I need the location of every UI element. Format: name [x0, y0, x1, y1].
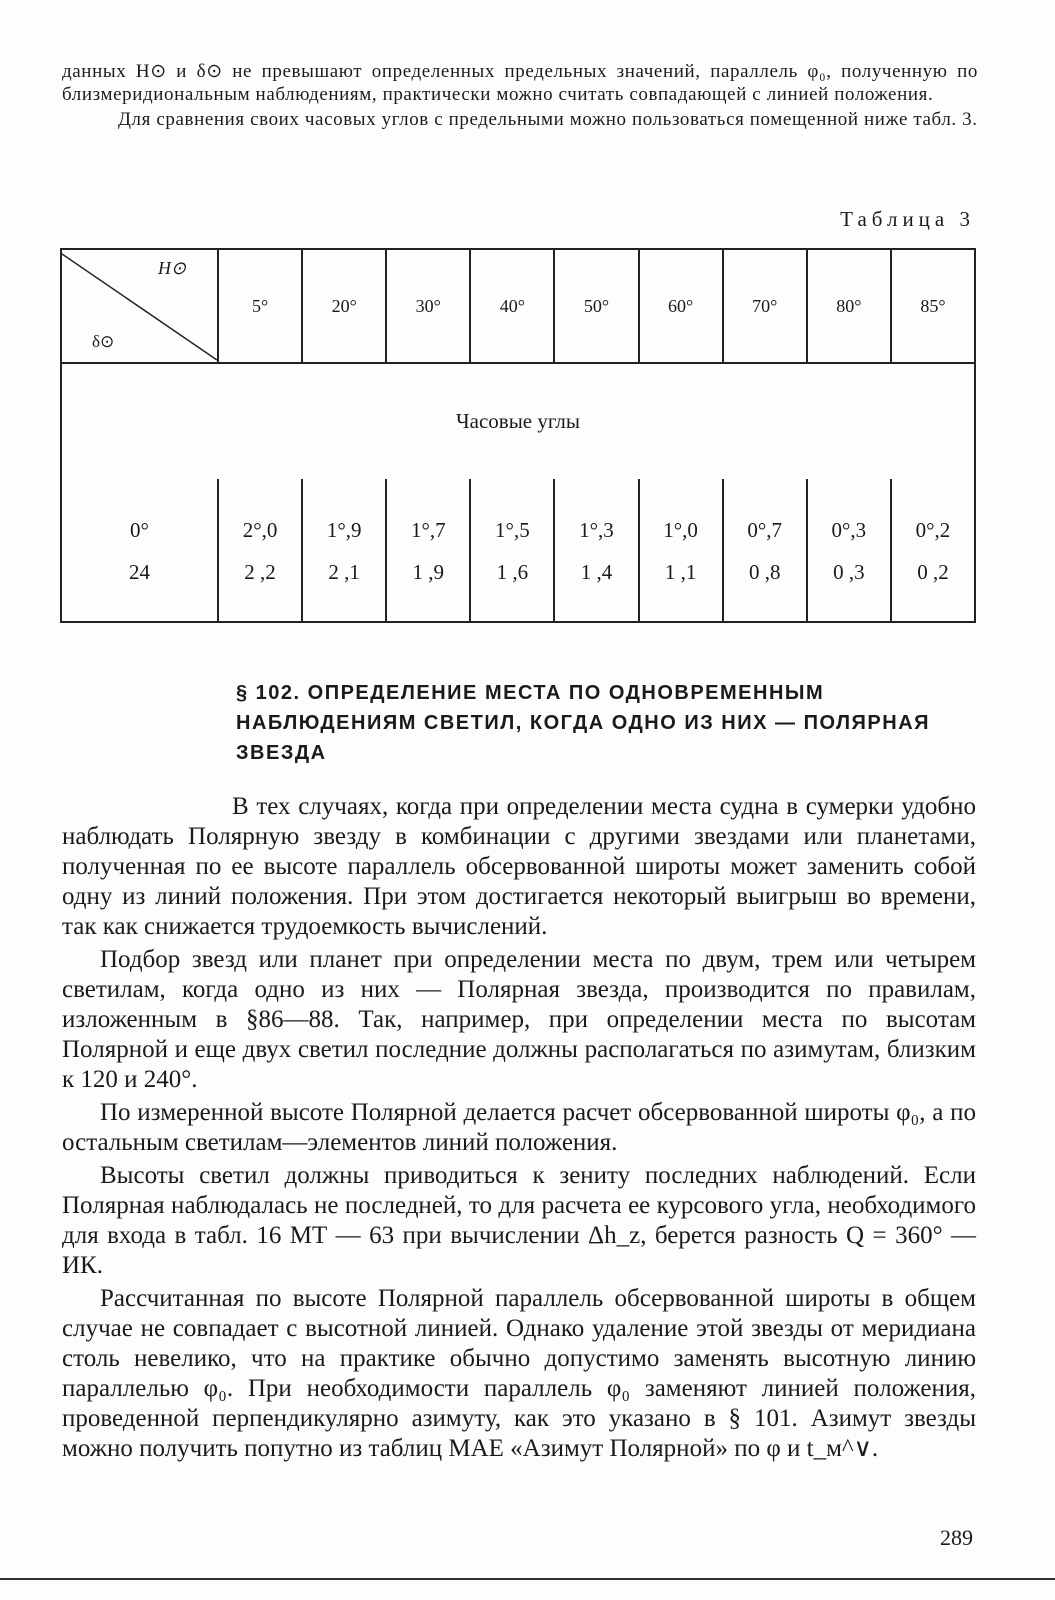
column-header: 50°: [554, 249, 638, 363]
column-header: 20°: [302, 249, 386, 363]
table-caption: Таблица 3: [840, 207, 975, 231]
table-cell: 0 ,8: [723, 551, 807, 622]
table-header-row: [61, 249, 975, 363]
table-cell: 1 ,9: [386, 551, 470, 622]
body-paragraph: Высоты светил должны приводиться к зениту последних наблюдений. Если Полярная наблюдалась не последней, то для расчета ее курсового угла, необходимого для входа в табл. 16 МТ — 63 при вычислении Δh_z, берется разность Q = 360° — ИК.: [62, 1162, 976, 1279]
table-cell: 2 ,1: [302, 551, 386, 622]
intro-paragraph: Для сравнения своих часовых углов с предельными можно пользоваться помещенной ниже табл. 3.: [118, 109, 978, 130]
table-cell: 1°,0: [639, 479, 723, 551]
row-label: 0°: [61, 479, 218, 551]
table-cell: 1°,9: [302, 479, 386, 551]
table-subtitle-row: [61, 363, 975, 479]
table-cell: 1 ,1: [639, 551, 723, 622]
table-cell: 1°,5: [470, 479, 554, 551]
table-cell: 0°,2: [891, 479, 975, 551]
table-cell: 1 ,4: [554, 551, 638, 622]
column-header: 5°: [218, 249, 302, 363]
table-subtitle: Часовые углы: [61, 363, 975, 479]
corner-label-top: H⊙: [158, 258, 187, 278]
table-cell: 1°,3: [554, 479, 638, 551]
table-cell: 1°,7: [386, 479, 470, 551]
intro-paragraph: данных H⊙ и δ⊙ не превышают определенных предельных значений, параллель φ₀, полученную по близмеридиональным наблюдениям, практически можно считать совпадающей с линией положения.: [62, 61, 978, 105]
table-row: [61, 479, 975, 551]
column-header: 70°: [723, 249, 807, 363]
table-cell: 0 ,3: [807, 551, 891, 622]
column-header: 40°: [470, 249, 554, 363]
limits-table: [60, 248, 976, 623]
column-header: 30°: [386, 249, 470, 363]
corner-cell: [61, 249, 218, 363]
corner-label-bottom: δ⊙: [92, 332, 115, 351]
table-cell: 2 ,2: [218, 551, 302, 622]
body-paragraph: По измеренной высоте Полярной делается расчет обсервованной широты φ₀, а по остальным светилам—элементов линий положения.: [62, 1099, 976, 1156]
table-cell: 0°,7: [723, 479, 807, 551]
column-header: 85°: [891, 249, 975, 363]
bottom-rule: [0, 1578, 1055, 1580]
row-label: 24: [61, 551, 218, 622]
column-header: 60°: [639, 249, 723, 363]
table-cell: 2°,0: [218, 479, 302, 551]
body-text: [62, 792, 976, 1467]
intro-text: [62, 60, 978, 131]
body-paragraph: Рассчитанная по высоте Полярной параллель обсервованной широты в общем случае не совпадает с высотной линией. Однако удаление этой звезды от меридиана столь невелико, что на практике обычно допустимо заменять высотную линию параллелью φ₀. При необходимости параллель φ₀ заменяют линией положения, проведенной перпендикулярно азимуту, как это указано в § 101. Азимут звезды можно получить попутно из таблиц МАЕ «Азимут Полярной» по φ и t_м^∨.: [62, 1285, 976, 1462]
corner-diagonal: [62, 250, 217, 362]
column-header: 80°: [807, 249, 891, 363]
body-paragraph: В тех случаях, когда при определении места судна в сумерки удобно наблюдать Полярную звезду в комбинации с другими звездами или планетами, полученная по ее высоте параллель обсервованной широты может заменить собой одну из линий положения. При этом достигается некоторый выигрыш во времени, так как снижается трудоемкость вычислений.: [62, 793, 976, 940]
table-cell: 0 ,2: [891, 551, 975, 622]
table-cell: 0°,3: [807, 479, 891, 551]
section-heading: § 102. ОПРЕДЕЛЕНИЕ МЕСТА ПО ОДНОВРЕМЕННЫМ НАБЛЮДЕНИЯМ СВЕТИЛ, КОГДА ОДНО ИЗ НИХ — ПОЛЯРНАЯ ЗВЕЗДА: [236, 682, 931, 764]
body-paragraph: Подбор звезд или планет при определении места по двум, трем или четырем светилам, когда одно из них — Полярная звезда, производится по правилам, изложенным в §86—88. Так, например, при определении места по высотам Полярной и еще двух светил последние должны располагаться по азимутам, близким к 120 и 240°.: [62, 946, 976, 1093]
table-cell: 1 ,6: [470, 551, 554, 622]
table-row: [61, 551, 975, 622]
page-number: 289: [940, 1525, 973, 1550]
